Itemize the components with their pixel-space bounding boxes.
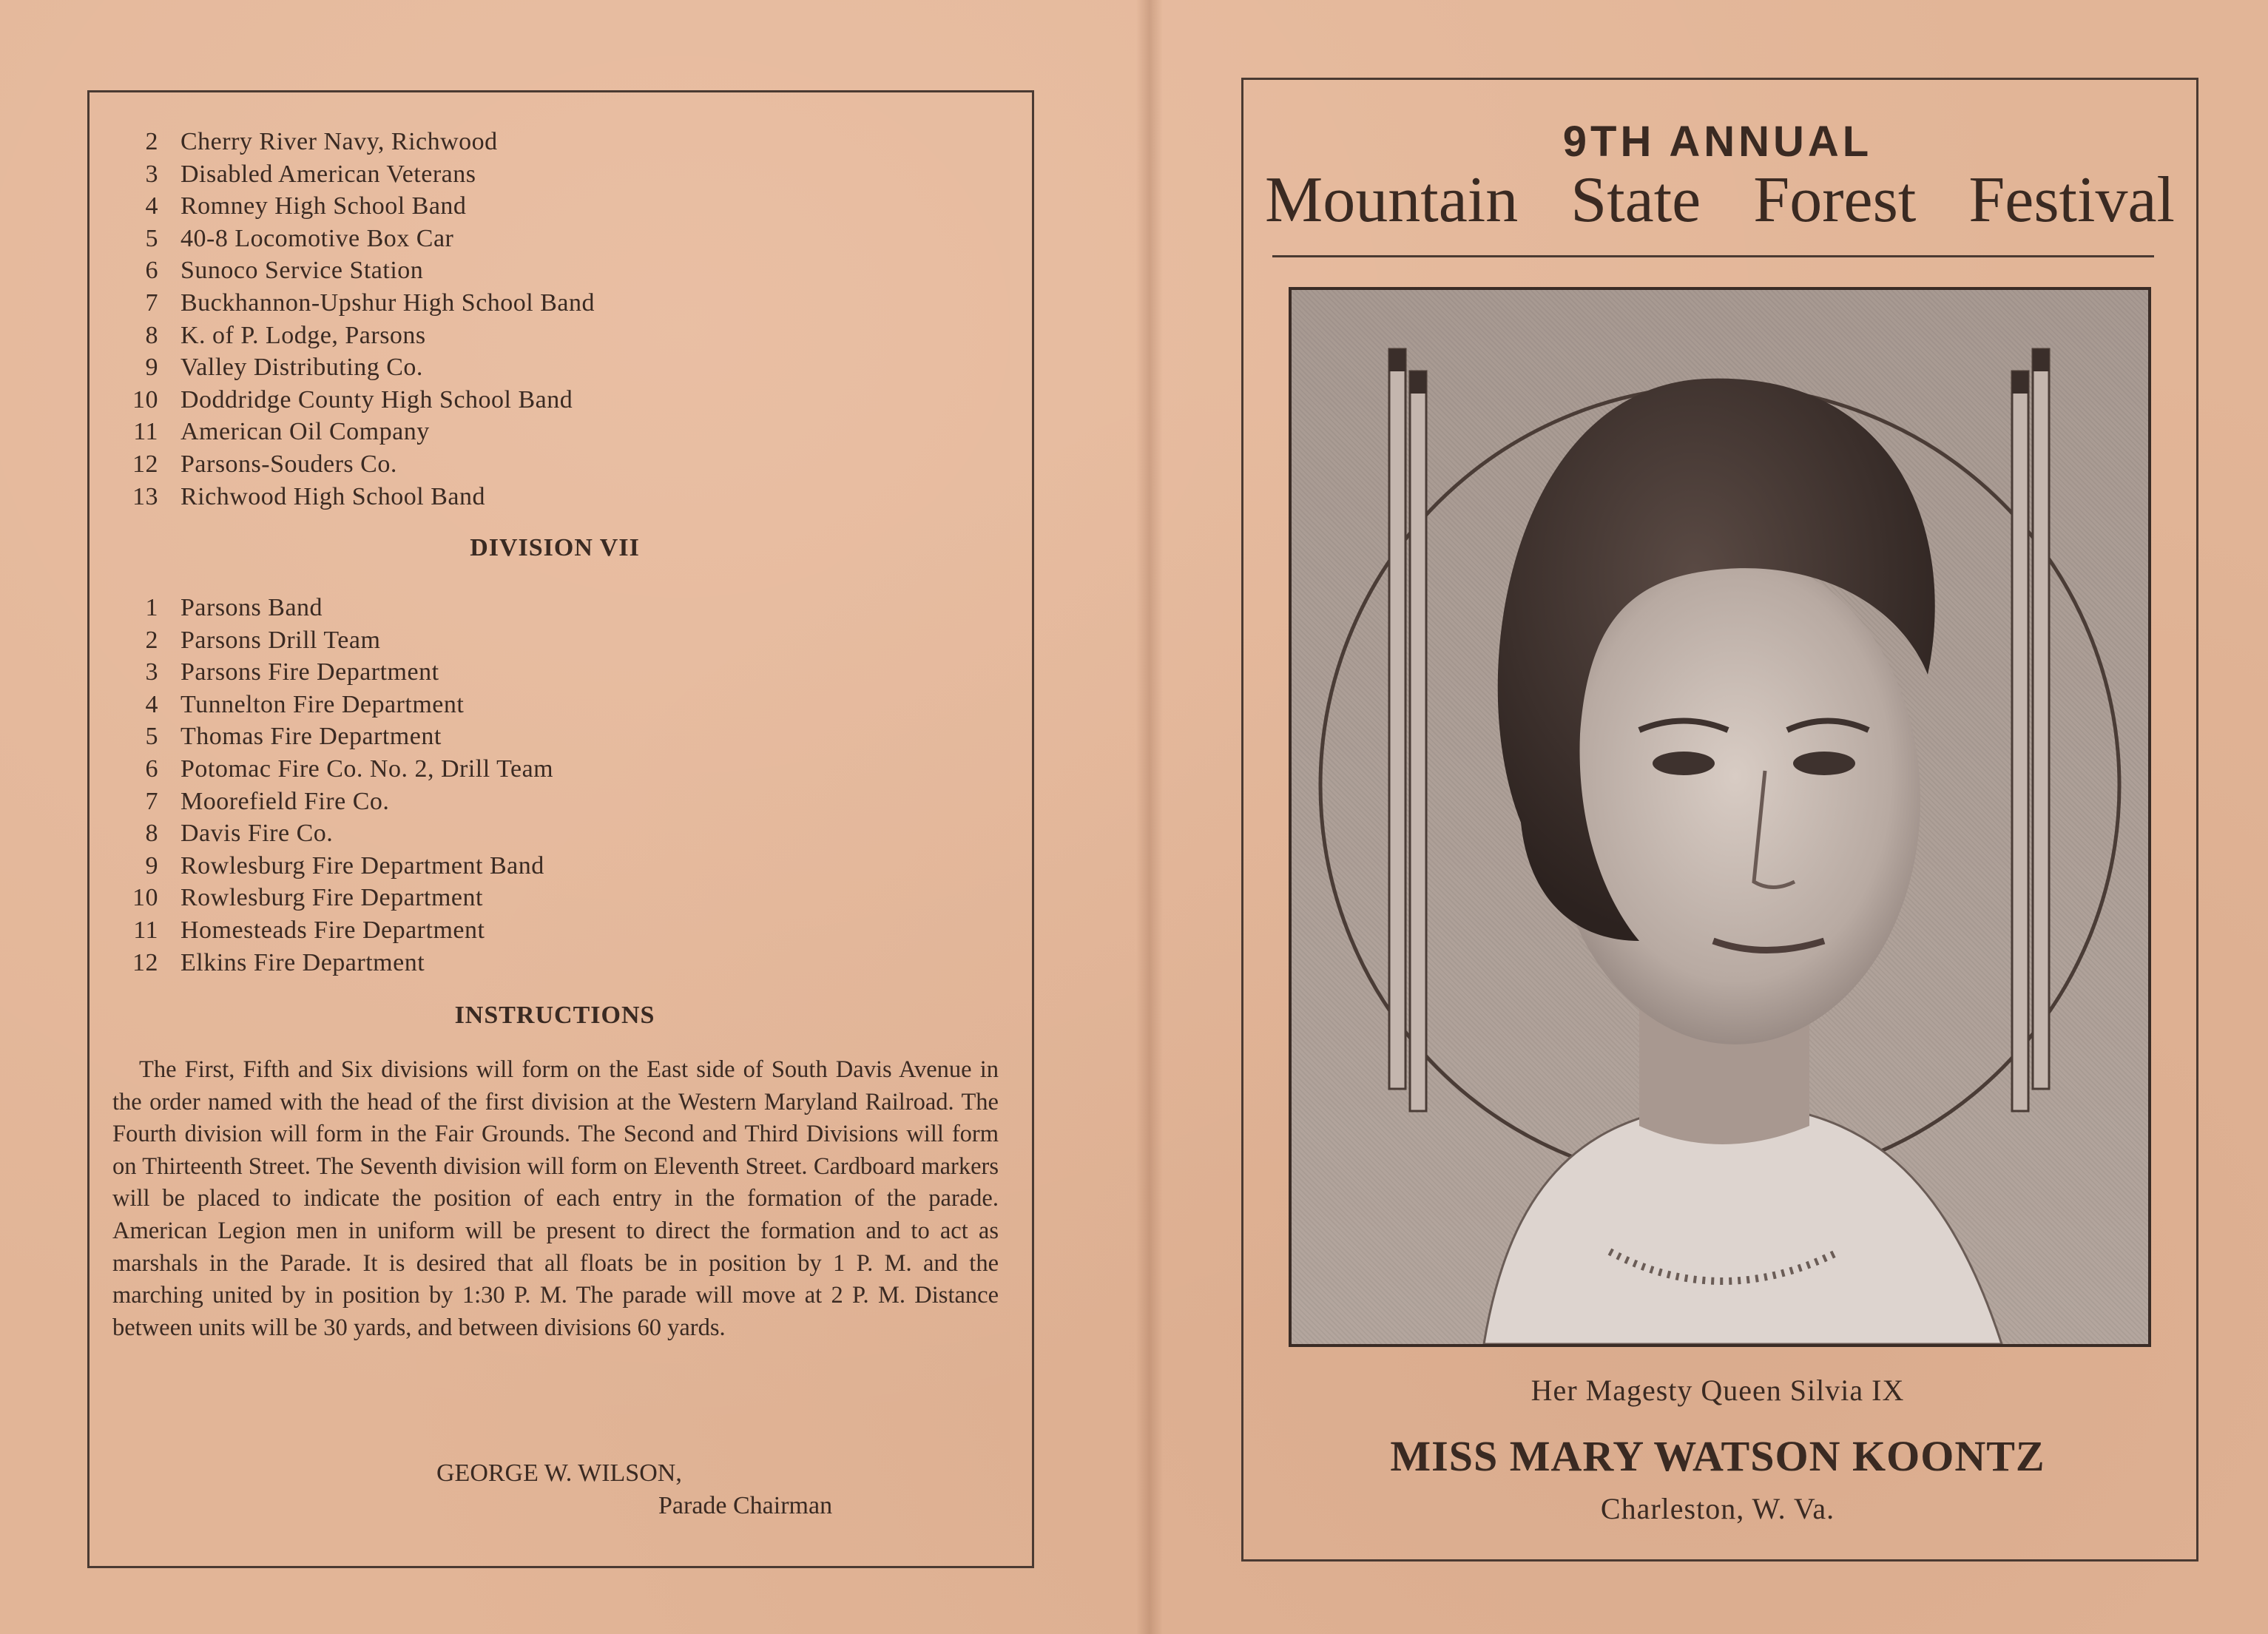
division-vii-list (111, 592, 984, 979)
list-item: 4 Tunnelton Fire Department (145, 690, 465, 718)
division-vii-heading: DIVISION VII (470, 534, 640, 561)
queen-portrait-photo (1289, 287, 2151, 1347)
list-item: 6 Sunoco Service Station (145, 257, 424, 285)
festival-title-word: Mountain (1265, 164, 1519, 236)
instructions-heading: INSTRUCTIONS (454, 1002, 655, 1029)
title-rule (1272, 255, 2154, 257)
queen-hometown: Charleston, W. Va. (1600, 1492, 1835, 1525)
division-list-continued (111, 126, 984, 513)
list-item: 13 Richwood High School Band (132, 482, 485, 510)
list-item: 12 Parsons-Souders Co. (132, 450, 397, 478)
list-item: 11 American Oil Company (133, 418, 430, 446)
list-item: 3 Parsons Fire Department (145, 658, 439, 686)
right-eye-shape (1793, 752, 1855, 775)
list-item: 4 Romney High School Band (145, 192, 467, 220)
list-item: 1 Parsons Band (145, 594, 323, 621)
left-pillars (1389, 349, 1426, 1111)
list-item: 8 K. of P. Lodge, Parsons (145, 321, 426, 349)
list-item: 6 Potomac Fire Co. No. 2, Drill Team (145, 754, 554, 783)
center-fold (1136, 0, 1163, 1634)
list-item: 5 40-8 Locomotive Box Car (145, 224, 454, 252)
list-item: 10 Rowlesburg Fire Department (132, 884, 483, 912)
list-item: 3 Disabled American Veterans (145, 160, 476, 188)
signature-title: Parade Chairman (658, 1492, 833, 1519)
annual-heading: 9TH ANNUAL (1562, 118, 1873, 166)
list-item: 5 Thomas Fire Department (145, 723, 442, 751)
list-item: 7 Moorefield Fire Co. (145, 787, 390, 815)
festival-title (1265, 163, 2175, 237)
list-item: 9 Rowlesburg Fire Department Band (145, 851, 544, 880)
list-item: 7 Buckhannon-Upshur High School Band (145, 288, 595, 317)
queen-name: MISS MARY WATSON KOONTZ (1390, 1432, 2045, 1480)
list-item: 12 Elkins Fire Department (132, 948, 425, 976)
left-eye-shape (1653, 752, 1715, 775)
list-item: 2 Parsons Drill Team (145, 626, 381, 654)
list-item: 8 Davis Fire Co. (145, 820, 334, 848)
festival-title-word: Forest (1753, 164, 1917, 236)
right-pillars (2012, 349, 2049, 1111)
list-item: 2 Cherry River Navy, Richwood (145, 128, 498, 155)
signature-block (436, 1457, 895, 1522)
festival-title-word: Festival (1968, 164, 2175, 236)
list-item: 11 Homesteads Fire Department (133, 916, 485, 944)
list-item: 9 Valley Distributing Co. (145, 354, 423, 382)
instructions-paragraph: The First, Fifth and Six divisions will form on the East side of South Davis Avenue in the order named with the head of the first division at the Western Maryland Railroad. The Fourth division will form in the Fair Grounds. The Second and Third Divisions will form on Thirteenth Street. The Seventh division will form on Eleventh Street. Cardboard markers will be placed to indicate the position of each entry in the formation of the parade. American Legion men in uniform will be present to direct the formation and to act as marshals in the Parade. It is desired that all floats be in position by 1 P. M. and the marching united by in position by 1:30 P. M. The parade will move at 2 P. M. Distance between units will be 30 yards, and between divisions 60 yards. (112, 1056, 999, 1341)
portrait-illustration (1292, 290, 2148, 1344)
list-item: 10 Doddridge County High School Band (132, 385, 573, 413)
signature-name: GEORGE W. WILSON, (436, 1459, 682, 1487)
festival-title-word: State (1570, 164, 1701, 236)
portrait-caption: Her Magesty Queen Silvia IX (1530, 1374, 1905, 1407)
